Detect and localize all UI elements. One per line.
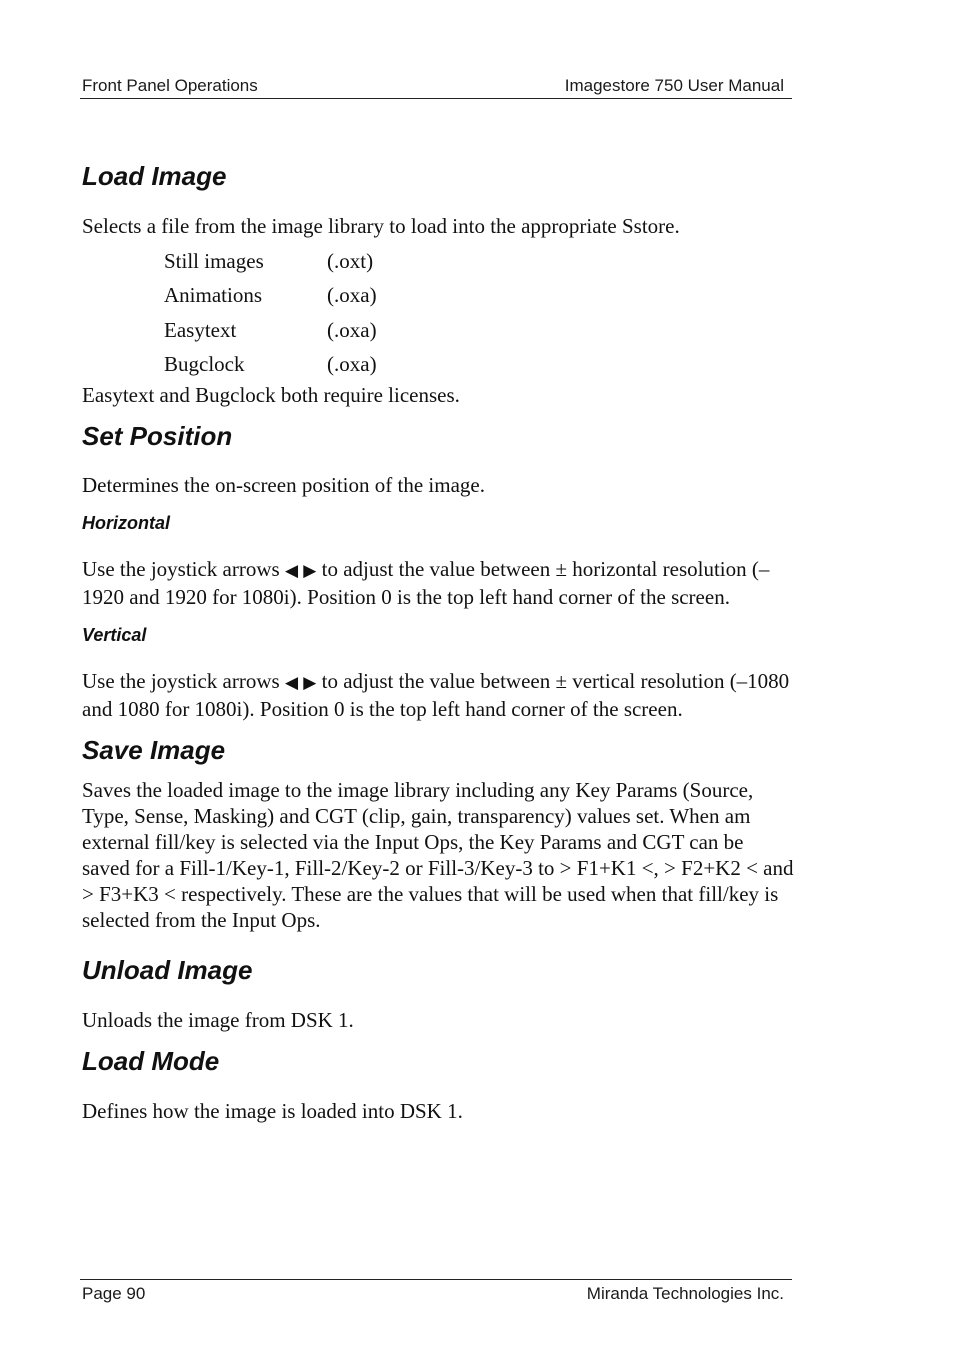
heading-load-image: Load Image: [82, 161, 227, 191]
vertical-text-after: to adjust the value between ± vertical resolution (–1080 and 1080 for 1080i). Position 0 is the top left hand corner of the screen.: [82, 668, 790, 721]
header-manual-title: Imagestore 750 User Manual: [564, 76, 784, 95]
file-type-row: [164, 317, 794, 351]
header-section-title: Front Panel Operations: [82, 76, 258, 95]
subheading-horizontal: Horizontal: [82, 512, 170, 533]
arrow-left-icon: ◀: [284, 560, 299, 581]
arrow-right-icon: ▶: [303, 672, 317, 693]
section-load-image: [82, 160, 794, 408]
vertical-text-before: Use the joystick arrows: [82, 668, 280, 693]
load-image-license-note: Easytext and Bugclock both require licenses.: [82, 382, 460, 407]
file-type-name: Animations: [164, 283, 262, 308]
section-load-mode: [82, 1045, 794, 1124]
page-content: [82, 160, 794, 1124]
file-type-name: Still images: [164, 249, 264, 273]
file-type-row: [164, 351, 794, 377]
footer-company: Miranda Technologies Inc.: [586, 1284, 784, 1303]
file-type-extension: (.oxa): [327, 283, 377, 308]
load-mode-body: Defines how the image is loaded into DSK 1.: [82, 1098, 463, 1123]
page-footer: [80, 1279, 792, 1303]
heading-set-position: Set Position: [82, 420, 233, 451]
section-set-position: [82, 420, 794, 722]
heading-save-image: Save Image: [82, 734, 226, 765]
section-save-image: [82, 734, 794, 933]
heading-unload-image: Unload Image: [82, 954, 253, 985]
file-type-extension: (.oxa): [327, 317, 377, 342]
file-type-list: [164, 248, 794, 377]
save-image-body: Saves the loaded image to the image library including any Key Params (Source, Type, Sense, Masking) and CGT (clip, gain, transparency) values set. When am external fill/key is selected via the Input Ops, the Key Params and CGT can be saved for a Fill-1/Key-1, Fill-2/Key-2 or Fill-3/Key-3 to > F1+K1 <, > F2+K2 < and > F3+K3 < respectively. These are the values that will be used when that fill/key is selected from the Input Ops.: [82, 777, 794, 932]
heading-load-mode: Load Mode: [82, 1045, 220, 1076]
file-type-name: Bugclock: [164, 351, 245, 376]
file-type-row: [164, 282, 794, 316]
file-type-name: Easytext: [164, 317, 237, 342]
section-unload-image: [82, 954, 794, 1033]
page-number: Page 90: [82, 1284, 146, 1303]
horizontal-text-after: to adjust the value between ± horizontal resolution (–1920 and 1920 for 1080i). Position 0 is the top left hand corner of the screen.: [82, 556, 770, 609]
horizontal-text-before: Use the joystick arrows: [82, 556, 280, 581]
file-type-extension: (.oxa): [327, 351, 377, 376]
load-image-intro: Selects a file from the image library to load into the appropriate Sstore.: [82, 214, 680, 238]
set-position-intro: Determines the on-screen position of the image.: [82, 472, 485, 497]
file-type-extension: (.oxt): [327, 249, 374, 273]
unload-image-body: Unloads the image from DSK 1.: [82, 1007, 354, 1032]
subheading-vertical: Vertical: [82, 624, 147, 645]
horizontal-description: [82, 556, 794, 610]
arrow-left-icon: ◀: [284, 672, 299, 693]
vertical-description: [82, 668, 794, 722]
page-header: [80, 76, 792, 99]
file-type-row: [164, 248, 794, 282]
arrow-right-icon: ▶: [303, 560, 317, 581]
